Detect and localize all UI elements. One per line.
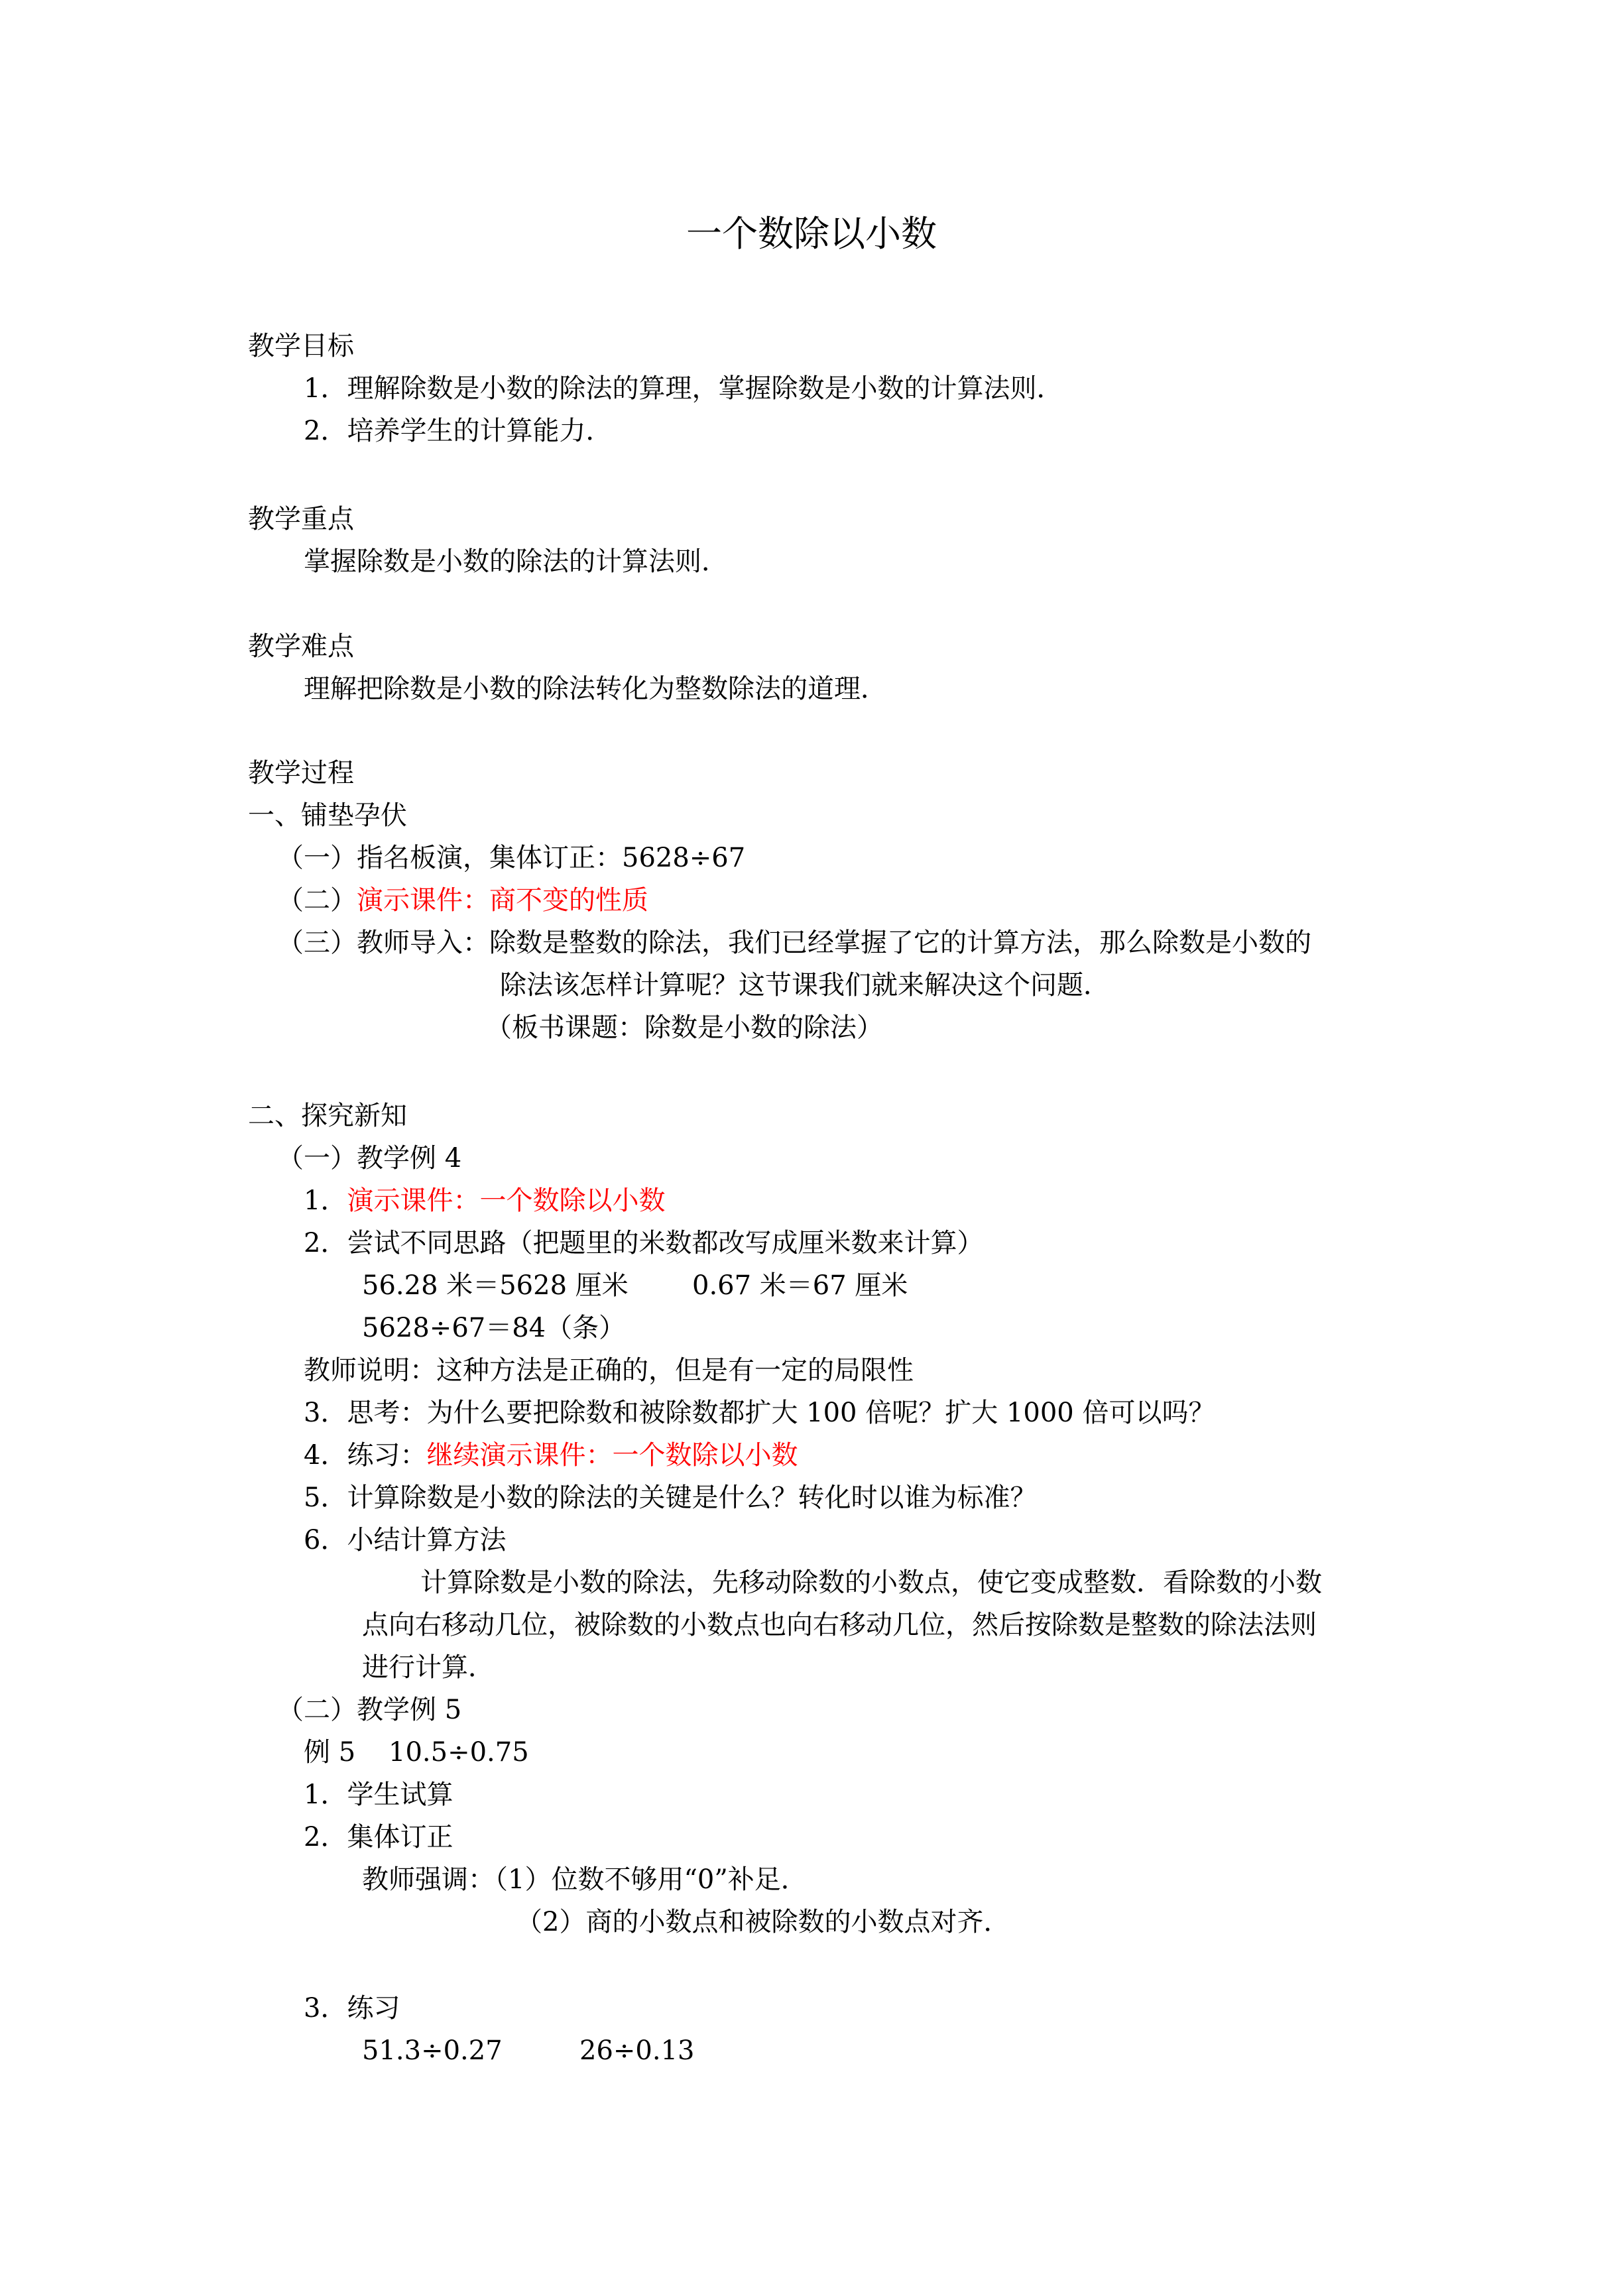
part1-heading: 一、铺垫孕伏 (248, 800, 407, 831)
conversion-2: 0.67 米＝67 厘米 (692, 1270, 908, 1301)
difficulty-text: 理解把除数是小数的除法转化为整数除法的道理． (304, 674, 887, 704)
conversion-1: 56.28 米＝5628 厘米 (362, 1270, 629, 1301)
key-point-heading: 教学重点 (248, 504, 354, 534)
example5-expression: 10.5÷0.75 (389, 1737, 529, 1768)
part1-step: （一）指名板演，集体订正：5628÷67 (277, 843, 746, 873)
difficulty-heading: 教学难点 (248, 631, 354, 662)
example4-step: 2．尝试不同思路（把题里的米数都改写成厘米数来计算） (304, 1228, 984, 1258)
step-prefix: （二） (277, 885, 357, 916)
example5-step: 1．学生试算 (304, 1780, 453, 1810)
example4-step: 5．计算除数是小数的除法的关键是什么？转化时以谁为标准？ (304, 1482, 1037, 1513)
teacher-emphasis: 教师强调：（1）位数不够用“0”补足． (362, 1864, 808, 1895)
part1-step-continued: 除法该怎样计算呢？这节课我们就来解决这个问题． (500, 970, 1110, 1000)
example4-step (304, 1183, 665, 1218)
process-heading: 教学过程 (248, 758, 354, 788)
step-prefix: 4．练习： (304, 1440, 427, 1471)
courseware-link-text: 演示课件：一个数除以小数 (347, 1185, 666, 1216)
practice-problem: 26÷0.13 (579, 2035, 695, 2066)
example4-step (304, 1438, 798, 1473)
teacher-emphasis: （2）商的小数点和被除数的小数点对齐． (516, 1907, 1010, 1937)
objective-item: 1．理解除数是小数的除法的算理，掌握除数是小数的计算法则． (304, 373, 1063, 404)
example5-step: 3．练习 (304, 1993, 400, 2024)
part1-step (277, 883, 648, 918)
objectives-heading: 教学目标 (248, 331, 354, 361)
example5-step: 2．集体订正 (304, 1822, 453, 1852)
part2-heading: 二、探究新知 (248, 1101, 407, 1131)
courseware-link-text: 演示课件：商不变的性质 (357, 885, 648, 916)
summary-line: 点向右移动几位，被除数的小数点也向右移动几位，然后按除数是整数的除法法则 (362, 1610, 1317, 1640)
example5-heading: （二）教学例 5 (277, 1695, 462, 1725)
page-title: 一个数除以小数 (686, 213, 937, 255)
part1-step: （三）教师导入：除数是整数的除法，我们已经掌握了它的计算方法，那么除数是小数的 (277, 928, 1311, 958)
calculation: 5628÷67＝84（条） (362, 1313, 626, 1343)
example4-step: 6．小结计算方法 (304, 1525, 507, 1555)
objective-item: 2．培养学生的计算能力． (304, 416, 613, 446)
teacher-note: 教师说明：这种方法是正确的，但是有一定的局限性 (304, 1355, 914, 1386)
courseware-link-text: 继续演示课件：一个数除以小数 (426, 1440, 798, 1471)
example4-heading: （一）教学例 4 (277, 1143, 462, 1174)
example4-step: 3．思考：为什么要把除数和被除数都扩大 100 倍呢？扩大 1000 倍可以吗？ (304, 1398, 1215, 1428)
summary-line: 计算除数是小数的除法，先移动除数的小数点，使它变成整数．看除数的小数 (420, 1567, 1322, 1598)
board-title-note: （板书课题：除数是小数的除法） (485, 1012, 883, 1043)
summary-line: 进行计算． (362, 1652, 495, 1683)
example5-label: 例 5 (304, 1737, 356, 1768)
step-prefix: 1． (304, 1185, 347, 1216)
key-point-text: 掌握除数是小数的除法的计算法则． (304, 546, 728, 577)
practice-problem: 51.3÷0.27 (362, 2035, 503, 2066)
